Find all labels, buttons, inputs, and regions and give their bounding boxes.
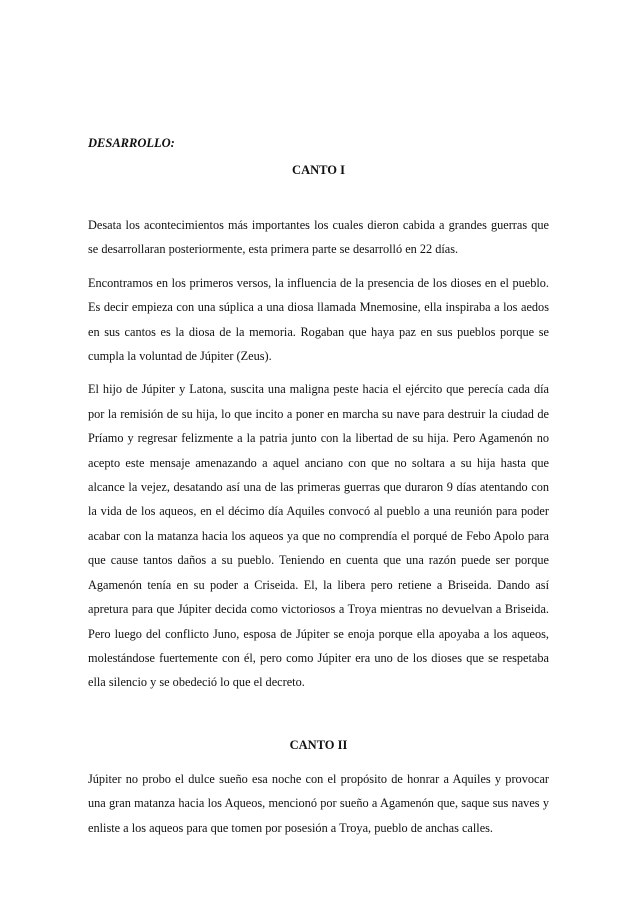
canto-1-title: CANTO I xyxy=(292,163,345,177)
canto-2-paragraph-1: Júpiter no probo el dulce sueño esa noche con el propósito de honrar a Aquiles y provocar una gran matanza hacia los Aqueos, mencionó por sueño a Agamenón que, saque sus naves y enliste a los aqueos para que tomen por posesión a Troya, pueblo de anchas calles. xyxy=(88,771,549,835)
canto-2-title: CANTO II xyxy=(289,737,348,752)
canto-1-paragraph-2: Encontramos en los primeros versos, la influencia de la presencia de los dioses en el pueblo. Es decir empieza con una súplica a una diosa llamada Mnemosine, ella inspiraba a los aedos en sus cantos es la diosa de la memoria. Rogaban que haya paz en sus pueblos porque se cumpla la voluntad de Júpiter (Zeus). xyxy=(88,275,549,364)
document-page xyxy=(88,133,549,840)
canto-1-paragraph-1: Desata los acontecimientos más importantes los cuales dieron cabida a grandes guerras que se desarrollaran posteriormente, esta primera parte se desarrolló en 22 días. xyxy=(88,218,549,257)
section-heading: DESARROLLO: xyxy=(88,136,175,150)
canto-1-paragraph-3: El hijo de Júpiter y Latona, suscita una maligna peste hacia el ejército que perecía cada día por la remisión de su hija, lo que incito a poner en marcha su nave para destruir la ciudad de Príamo y regresar felizmente a la patria junto con la libertad de su hija. Pero Agamenón no acepto este mensaje amenazando a aquel anciano con que no soltara a su hija hasta que alcance la vejez, desatando así una de las primeras guerras que duraron 9 días atentando con la vida de los aqueos, en el décimo día Aquiles convocó al pueblo a una reunión para poder acabar con la matanza hacia los aqueos ya que no comprendía el porqué de Febo Apolo para que cause tantos daños a su pueblo. Teniendo en cuenta que una razón puede ser porque Agamenón tenía en su poder a Criseida. El, la libera pero retiene a Briseida. Dando así apretura para que Júpiter decida como victoriosos a Troya mientras no devuelvan a Briseida. Pero luego del conflicto Juno, esposa de Júpiter se enoja porque ella apoyaba a los aqueos, molestándose fuertemente con él, pero como Júpiter era uno de los dioses que se respetaba ella silencio y se obedeció lo que el decreto. xyxy=(88,382,549,690)
